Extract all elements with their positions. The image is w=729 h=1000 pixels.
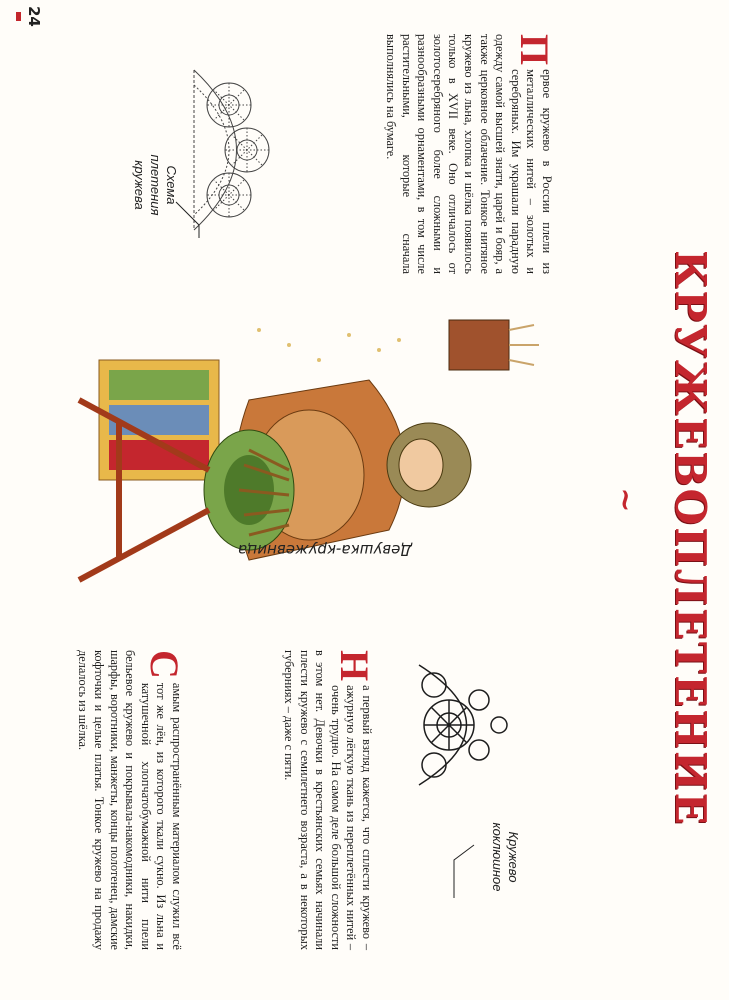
bobbin-lace-illustration [409, 655, 519, 795]
lacemaker-illustration [29, 300, 549, 640]
paragraph-intro [382, 34, 557, 274]
dropcap: С [142, 650, 187, 679]
caption-pointer [449, 840, 479, 900]
paragraph-text: амым распространённым материалом служил всё тот же лён, из которого ткали сукно. Из льна и катушечной хлопчатобумажной нити плели бельевое кружево и покрывала-накомодники, накидки, шарфы, воротники, манжеты, концы полотенец, дамские кофточки и целые платья. Тонкое кружево на продажу делалось из шёлка. [76, 650, 184, 950]
page-number-mark [16, 12, 21, 21]
page-number: 24 [25, 6, 43, 27]
caption-bobbin-lace: Кружево коклюшное [490, 822, 521, 892]
paragraph-materials [75, 650, 187, 950]
caption-illustration: Девушка-кружевница [237, 541, 413, 559]
title-separator: ~ [608, 487, 643, 513]
dropcap: Н [332, 650, 377, 682]
dropcap: П [512, 34, 557, 66]
paragraph-first-glance [280, 650, 377, 950]
paragraph-text: а первый взгляд кажется, что сплести кружево – ажурную лёгкую ткань из переплетённых нитей – очень трудно. На самом деле большой сложности в этом нет. Девочки в крестьянских семьях начинали плести кружево с семилетнего возраста, а в некоторых губерниях – даже с пяти. [282, 650, 374, 950]
page-title: КРУЖЕВОПЛЕТЕНИЕ [666, 250, 715, 827]
paragraph-text: ервое кружево в России плели из металлических нитей – золотых и серебряных. Им украшали парадную одежду самой высшей знати, царей и бояр, а также церковное облачение. Тонкое нитяное кружево из льна, хлопка и шёлка появилось только в XVII веке. Оно отличалось от золотосеребряного более сложными и разнообразными орнаментами, в том числе растительными, которые сначала выполнялись на бумаге. [384, 34, 554, 274]
caption-lace-scheme: Схема плетения кружева [132, 154, 179, 216]
